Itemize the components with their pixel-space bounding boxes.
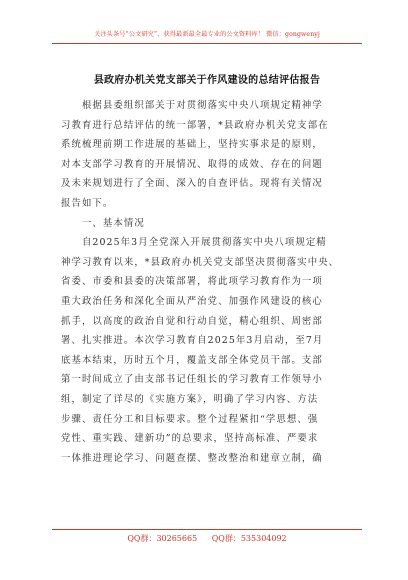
header-banner: 关注头条号“公文研究”，获得最新最全最专业的公文资料库！ 微信：gongwenyj	[94, 31, 320, 38]
body-line: 第一时间成立了由支部书记任组长的学习教育工作领导小	[61, 374, 323, 386]
body-line: 党性、重实践、建新功”的总要求，坚持高标准、严要求	[61, 433, 319, 445]
footer-qq-group-1: QQ群：30265665	[127, 534, 198, 543]
body-line: 系统梳理前期工作进展的基础上，坚持实事求是的原则，	[61, 139, 323, 151]
footer-divider	[52, 529, 362, 530]
body-line: 底基本结束，历时五个月，覆盖支部全体党员干部。支部	[61, 354, 323, 366]
body-line: 自2025年3月全党深入开展贯彻落实中央八项规定精	[61, 237, 327, 249]
body-line: 组，制定了详尽的《实施方案》，明确了学习内容、方法	[61, 393, 319, 405]
body-line: 神学习教育以来，*县政府办机关党支部坚决贯彻落实中央、	[61, 256, 340, 268]
body-line: 及未来规划进行了全面、深入的自查评估。现将有关情况	[61, 178, 323, 190]
body-line: 署、扎实推进。本次学习教育自2025年3月启动，至7月	[61, 335, 324, 347]
document-title: 县政府办机关党支部关于作风建设的总结评估报告	[93, 75, 321, 86]
body-line: 重大政治任务和深化全面从严治党、加强作风建设的核心	[61, 295, 323, 307]
footer	[52, 533, 362, 544]
body-line: 一、基本情况	[61, 217, 145, 229]
body-line: 一体推进理论学习、问题查摆、整改整治和建章立制，确	[61, 452, 323, 464]
body-line: 步骤、责任分工和目标要求。整个过程紧扣“学思想、强	[61, 413, 319, 425]
body-line: 习教育进行总结评估的统一部署，*县政府办机关党支部在	[61, 119, 329, 131]
body-line: 根据县委组织部关于对贯彻落实中央八项规定精神学	[61, 100, 323, 111]
footer-qq-group-2: QQ群：535304092	[211, 534, 287, 543]
document-body	[61, 96, 353, 468]
body-line: 抓手，以高度的政治自觉和行动自觉，精心组织、周密部	[61, 315, 323, 327]
body-line: 报告如下。	[61, 197, 114, 209]
body-line: 对本支部学习教育的开展情况、取得的成效、存在的问题	[61, 158, 323, 170]
body-line: 省委、市委和县委的决策部署，将此项学习教育作为一项	[61, 276, 323, 288]
header-divider	[52, 43, 362, 44]
